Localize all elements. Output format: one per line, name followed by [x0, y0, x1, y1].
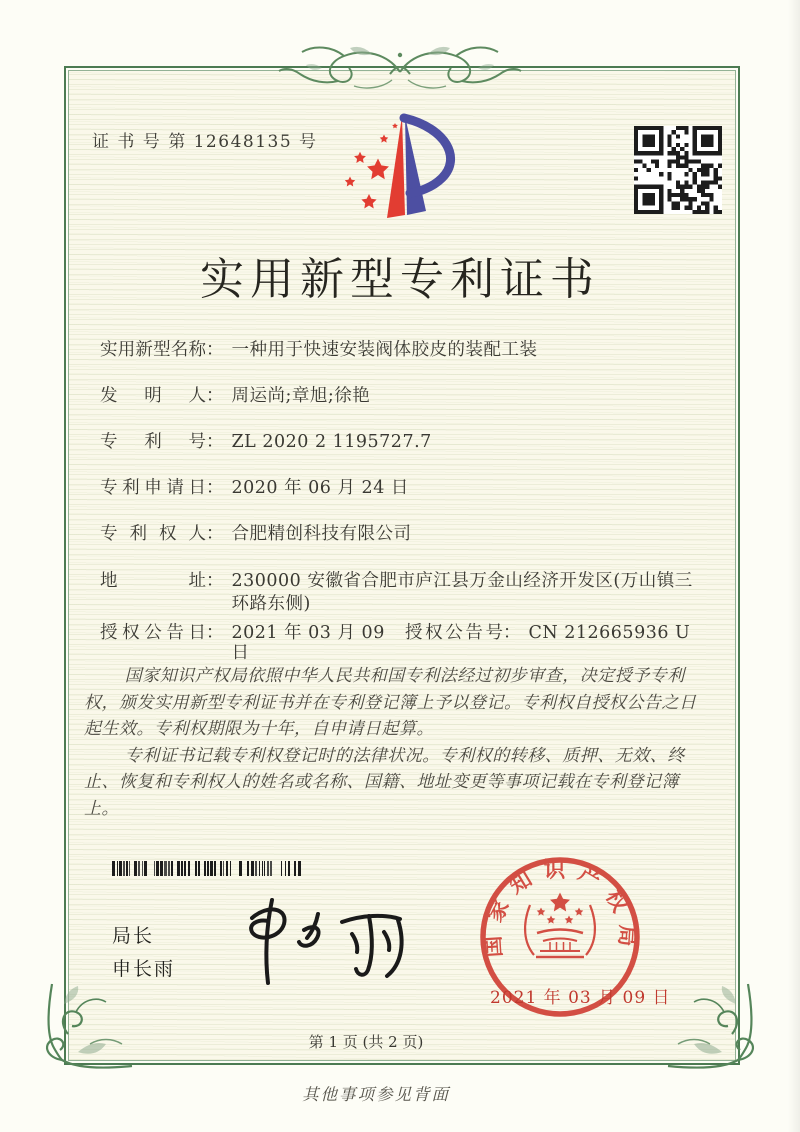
qr-code: [634, 126, 722, 214]
svg-text:国家知识产权局: [480, 858, 640, 958]
national-emblem-icon: [525, 893, 595, 958]
field-row-patent-number: [100, 432, 704, 452]
field-value-inventors: 周运尚;章旭;徐艳: [231, 386, 371, 406]
field-value-patentee: 合肥精创科技有限公司: [231, 524, 412, 544]
field-row-patentee: [100, 524, 704, 544]
field-row-grant: [100, 623, 704, 663]
certificate-title: 实用新型专利证书: [200, 254, 600, 305]
page-indicator: 第 1 页 (共 2 页): [308, 1033, 424, 1051]
cnipa-logo-icon: [338, 112, 470, 224]
field-label: 授权公告日: [100, 623, 206, 643]
border-ornament-top-icon: [278, 40, 522, 102]
field-label: 专利申请日: [100, 478, 206, 498]
field-colon: ：: [206, 571, 224, 591]
director-signature: [232, 886, 410, 990]
field-value-address: 230000 安徽省合肥市庐江县万金山经济开发区(万山镇三环路东侧): [231, 571, 693, 614]
field-colon: ：: [206, 623, 224, 643]
seal-ring-text: 国家知识产权局: [480, 858, 640, 959]
field-value-invention-name: 一种用于快速安装阀体胶皮的装配工装: [231, 340, 538, 360]
seal-date: 2021 年 03 月 09 日: [490, 988, 671, 1008]
field-value-grant-number: CN 212665936 U: [528, 623, 691, 643]
barcode: [112, 861, 308, 876]
field-colon: ：: [206, 524, 224, 544]
field-row-filing-date: [100, 478, 704, 498]
field-colon: ：: [206, 432, 224, 452]
field-row-address: [100, 570, 704, 616]
field-label: 专利权人: [100, 524, 206, 544]
certificate-fields: [100, 340, 704, 689]
field-colon: ：: [503, 623, 521, 643]
field-label: 实用新型名称: [100, 340, 206, 360]
officer-name: 申长雨: [112, 958, 176, 980]
officer-title: 局长: [112, 925, 155, 947]
field-label: 地址: [100, 571, 206, 591]
field-row-inventors: [100, 386, 704, 406]
field-colon: ：: [206, 386, 224, 406]
grant-number-pair: [405, 623, 690, 663]
field-value-patent-number: ZL 2020 2 1195727.7: [231, 432, 432, 452]
field-value-filing-date: 2020 年 06 月 24 日: [231, 478, 409, 498]
field-value-grant-date: 2021 年 03 月 09 日: [231, 623, 385, 663]
legal-paragraph-2: 专利证书记载专利权登记时的法律状况。专利权的转移、质押、无效、终止、恢复和专利权人的姓名或名称、国籍、地址变更等事项记载在专利登记簿上。: [84, 745, 685, 819]
field-row-name: [100, 340, 704, 360]
field-label: 授权公告号: [405, 623, 503, 643]
certificate-number: 证 书 号 第 12648135 号: [92, 132, 318, 152]
border-ornament-bottom-right-icon: [664, 982, 762, 1074]
legal-statement: [84, 663, 708, 822]
field-label: 发明人: [100, 386, 206, 406]
border-ornament-bottom-left-icon: [38, 982, 136, 1074]
field-label: 专利号: [100, 432, 206, 452]
field-colon: ：: [206, 478, 224, 498]
grant-date-pair: [100, 623, 405, 663]
field-colon: ：: [206, 340, 224, 360]
back-note: 其他事项参见背面: [302, 1085, 450, 1104]
legal-paragraph-1: 国家知识产权局依照中华人民共和国专利法经过初步审查，决定授予专利权，颁发实用新型专利证书并在专利登记簿上予以登记。专利权自授权公告之日起生效。专利权期限为十年，自申请日起算。: [84, 666, 697, 739]
